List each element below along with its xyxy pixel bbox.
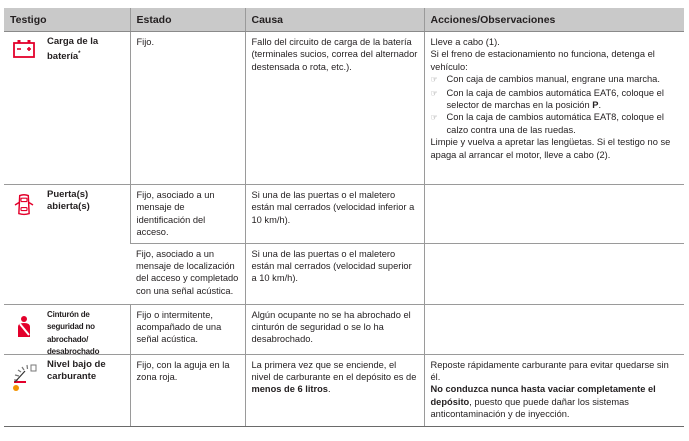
pointing-hand-icon: ☞ <box>430 113 438 123</box>
battery-name-asterisk: * <box>78 51 81 58</box>
acciones-cell-door-1 <box>424 185 684 244</box>
acciones-cell-battery <box>424 32 684 185</box>
list-item <box>431 73 679 86</box>
estado-cell-seatbelt: Fijo o intermitente, acompañado de una señal acústica. <box>130 304 245 354</box>
car-door-open-icon <box>12 193 36 217</box>
bullet-2-text: Con la caja de cambios automática EAT6, coloque el selector de marchas en la posición <box>446 87 664 111</box>
battery-bullet-1: Con caja de cambios manual, engrane una marcha. <box>446 74 660 85</box>
battery-name-line2: batería <box>47 51 79 63</box>
table-row-battery <box>4 32 684 185</box>
testigo-cell-battery <box>4 32 130 185</box>
battery-icon <box>12 38 36 62</box>
fuel-action-text: Reposte rápidamente carburante para evitar quedarse sin él. <box>430 359 669 383</box>
testigo-name-seatbelt: Cinturón de seguridad no abrochado/ desabrochado <box>47 309 100 357</box>
table-row-seatbelt <box>4 304 684 354</box>
testigo-name-fuel: Nivel bajo de carburante <box>47 358 106 383</box>
table-header-row <box>4 8 684 32</box>
fuel-cause-text: La primera vez que se enciende, el nivel de carburante en el depósito es de <box>251 359 417 383</box>
fuel-cause-end: . <box>327 384 331 395</box>
fuel-gauge-icon <box>12 360 38 394</box>
table <box>4 8 684 427</box>
header-estado: Estado <box>130 8 245 32</box>
seatbelt-icon <box>12 315 36 339</box>
bullet-2-end: . <box>598 100 602 111</box>
pointing-hand-icon: ☞ <box>430 88 438 98</box>
acciones-cell-fuel <box>424 354 684 426</box>
header-testigo: Testigo <box>4 8 130 32</box>
testigo-cell-door <box>4 185 130 305</box>
list-item <box>431 87 679 112</box>
battery-bullet-2 <box>447 87 679 112</box>
battery-action-2: Si el freno de estacionamiento no funciona, detenga el vehículo: <box>430 49 655 72</box>
estado-cell-door-2: Fijo, asociado a un mensaje de localización del acceso y completado con una señal acústica. <box>130 243 245 304</box>
estado-cell-door-1: Fijo, asociado a un mensaje de identificación del acceso. <box>130 185 245 244</box>
fuel-action-bold: No conduzca nunca hasta vaciar completamente el depósito <box>430 384 656 407</box>
testigo-cell-seatbelt <box>4 304 130 357</box>
table-row-door-1 <box>4 185 684 244</box>
estado-cell-fuel: Fijo, con la aguja en la zona roja. <box>130 354 245 426</box>
testigo-name-door: Puerta(s) abierta(s) <box>47 189 90 213</box>
estado-cell-battery: Fijo. <box>130 32 245 185</box>
bullet-2-position: P <box>592 100 599 111</box>
fuel-cause-bold: menos de 6 litros <box>251 384 328 395</box>
pointing-hand-icon: ☞ <box>430 75 438 85</box>
acciones-cell-door-2 <box>424 243 684 304</box>
header-acciones: Acciones/Observaciones <box>424 8 684 32</box>
battery-action-1: Lleve a cabo (1). <box>430 37 500 47</box>
causa-cell-battery: Fallo del circuito de carga de la batería (terminales sucios, correa del alternador destensada o rota, etc.). <box>245 32 424 185</box>
causa-cell-fuel <box>245 354 424 426</box>
fuel-action-end: , puesto que puede dañar los sistemas anticontaminación y de inyección. <box>430 396 629 420</box>
battery-name-line1: Carga de la <box>47 36 99 47</box>
causa-cell-door-2: Si una de las puertas o el maletero están mal cerrados (velocidad superior a 10 km/h). <box>245 243 424 304</box>
list-item <box>431 111 679 136</box>
battery-action-3: Limpie y vuelva a apretar las lengüetas. Si el testigo no se apaga al arrancar el motor, lleve a cabo (2). <box>430 137 671 160</box>
causa-cell-seatbelt: Algún ocupante no se ha abrochado el cinturón de seguridad o se lo ha desabrochado. <box>245 304 424 354</box>
testigo-name-battery <box>47 36 127 64</box>
acciones-cell-seatbelt <box>424 304 684 354</box>
warning-lamp-table <box>4 8 684 427</box>
testigo-cell-fuel <box>4 354 130 426</box>
causa-cell-door-1: Si una de las puertas o el maletero están mal cerrados (velocidad inferior a 10 km/h). <box>245 185 424 244</box>
header-causa: Causa <box>245 8 424 32</box>
battery-bullet-3: Con la caja de cambios automática EAT8, coloque el calzo contra una de las ruedas. <box>446 112 664 135</box>
table-row-fuel <box>4 354 684 426</box>
